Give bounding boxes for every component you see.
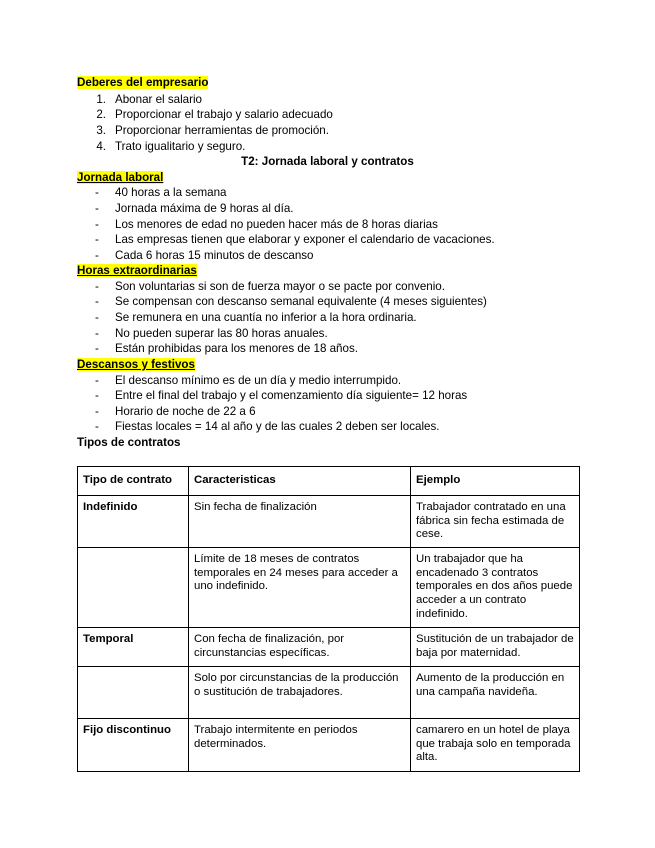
- descansos-item: Horario de noche de 22 a 6: [115, 405, 256, 418]
- section-title: T2: Jornada laboral y contratos: [241, 155, 414, 168]
- cell-caracteristicas: Trabajo intermitente en periodos determinados.: [189, 718, 411, 771]
- column-header-caracteristicas: Caracteristicas: [189, 467, 411, 496]
- bullet-dash: -: [95, 280, 99, 293]
- cell-ejemplo: Aumento de la producción en una campaña navideña.: [411, 666, 580, 718]
- horas-extra-item: No pueden superar las 80 horas anuales.: [115, 327, 328, 340]
- bullet-dash: -: [95, 311, 99, 324]
- table-row: [78, 666, 580, 718]
- deberes-item: Proporcionar el trabajo y salario adecuado: [115, 108, 333, 121]
- cell-tipo: Temporal: [78, 627, 189, 666]
- list-number: 1.: [96, 93, 106, 106]
- table-row: [78, 718, 580, 771]
- descansos-item: Fiestas locales = 14 al año y de las cuales 2 deben ser locales.: [115, 420, 440, 433]
- table-row: [78, 627, 580, 666]
- descansos-heading: Descansos y festivos: [77, 358, 195, 371]
- cell-ejemplo: camarero en un hotel de playa que trabaja solo en temporada alta.: [411, 718, 580, 771]
- deberes-item: Proporcionar herramientas de promoción.: [115, 124, 329, 137]
- list-number: 4.: [96, 140, 106, 153]
- jornada-item: 40 horas a la semana: [115, 186, 227, 199]
- list-number: 3.: [96, 124, 106, 137]
- cell-caracteristicas: Con fecha de finalización, por circunstancias específicas.: [189, 627, 411, 666]
- jornada-item: Cada 6 horas 15 minutos de descanso: [115, 249, 314, 262]
- cell-ejemplo: Un trabajador que ha encadenado 3 contratos temporales en dos años puede acceder a un contrato indefinido.: [411, 547, 580, 627]
- cell-caracteristicas: Sin fecha de finalización: [189, 495, 411, 547]
- cell-tipo: Fijo discontinuo: [78, 718, 189, 771]
- horas-extra-heading: Horas extraordinarias: [77, 264, 197, 277]
- cell-ejemplo: Sustitución de un trabajador de baja por maternidad.: [411, 627, 580, 666]
- bullet-dash: -: [95, 327, 99, 340]
- bullet-dash: -: [95, 218, 99, 231]
- cell-caracteristicas: Solo por circunstancias de la producción o sustitución de trabajadores.: [189, 666, 411, 718]
- table-row: [78, 547, 580, 627]
- bullet-dash: -: [95, 342, 99, 355]
- descansos-item: El descanso mínimo es de un día y medio interrumpido.: [115, 374, 402, 387]
- column-header-tipo: Tipo de contrato: [78, 467, 189, 496]
- bullet-dash: -: [95, 233, 99, 246]
- cell-caracteristicas: Límite de 18 meses de contratos temporales en 24 meses para acceder a uno indefinido.: [189, 547, 411, 627]
- table-row: [78, 495, 580, 547]
- bullet-dash: -: [95, 202, 99, 215]
- deberes-item: Trato igualitario y seguro.: [115, 140, 246, 153]
- jornada-item: Los menores de edad no pueden hacer más de 8 horas diarias: [115, 218, 438, 231]
- jornada-item: Jornada máxima de 9 horas al día.: [115, 202, 294, 215]
- bullet-dash: -: [95, 295, 99, 308]
- cell-tipo: [78, 666, 189, 718]
- list-number: 2.: [96, 108, 106, 121]
- table-header-row: [78, 467, 580, 496]
- bullet-dash: -: [95, 405, 99, 418]
- cell-ejemplo: Trabajador contratado en una fábrica sin fecha estimada de cese.: [411, 495, 580, 547]
- bullet-dash: -: [95, 420, 99, 433]
- contracts-table: [77, 466, 580, 772]
- jornada-heading: Jornada laboral: [77, 171, 164, 184]
- cell-tipo: Indefinido: [78, 495, 189, 547]
- horas-extra-item: Se compensan con descanso semanal equivalente (4 meses siguientes): [115, 295, 487, 308]
- cell-tipo: [78, 547, 189, 627]
- horas-extra-item: Son voluntarias si son de fuerza mayor o se pacte por convenio.: [115, 280, 445, 293]
- tipos-heading: Tipos de contratos: [77, 436, 181, 449]
- bullet-dash: -: [95, 374, 99, 387]
- bullet-dash: -: [95, 186, 99, 199]
- descansos-item: Entre el final del trabajo y el comenzamiento día siguiente= 12 horas: [115, 389, 468, 402]
- horas-extra-item: Están prohibidas para los menores de 18 años.: [115, 342, 358, 355]
- jornada-item: Las empresas tienen que elaborar y exponer el calendario de vacaciones.: [115, 233, 495, 246]
- bullet-dash: -: [95, 389, 99, 402]
- bullet-dash: -: [95, 249, 99, 262]
- column-header-ejemplo: Ejemplo: [411, 467, 580, 496]
- horas-extra-item: Se remunera en una cuantía no inferior a la hora ordinaria.: [115, 311, 417, 324]
- deberes-item: Abonar el salario: [115, 93, 203, 106]
- deberes-heading: Deberes del empresario: [77, 76, 209, 89]
